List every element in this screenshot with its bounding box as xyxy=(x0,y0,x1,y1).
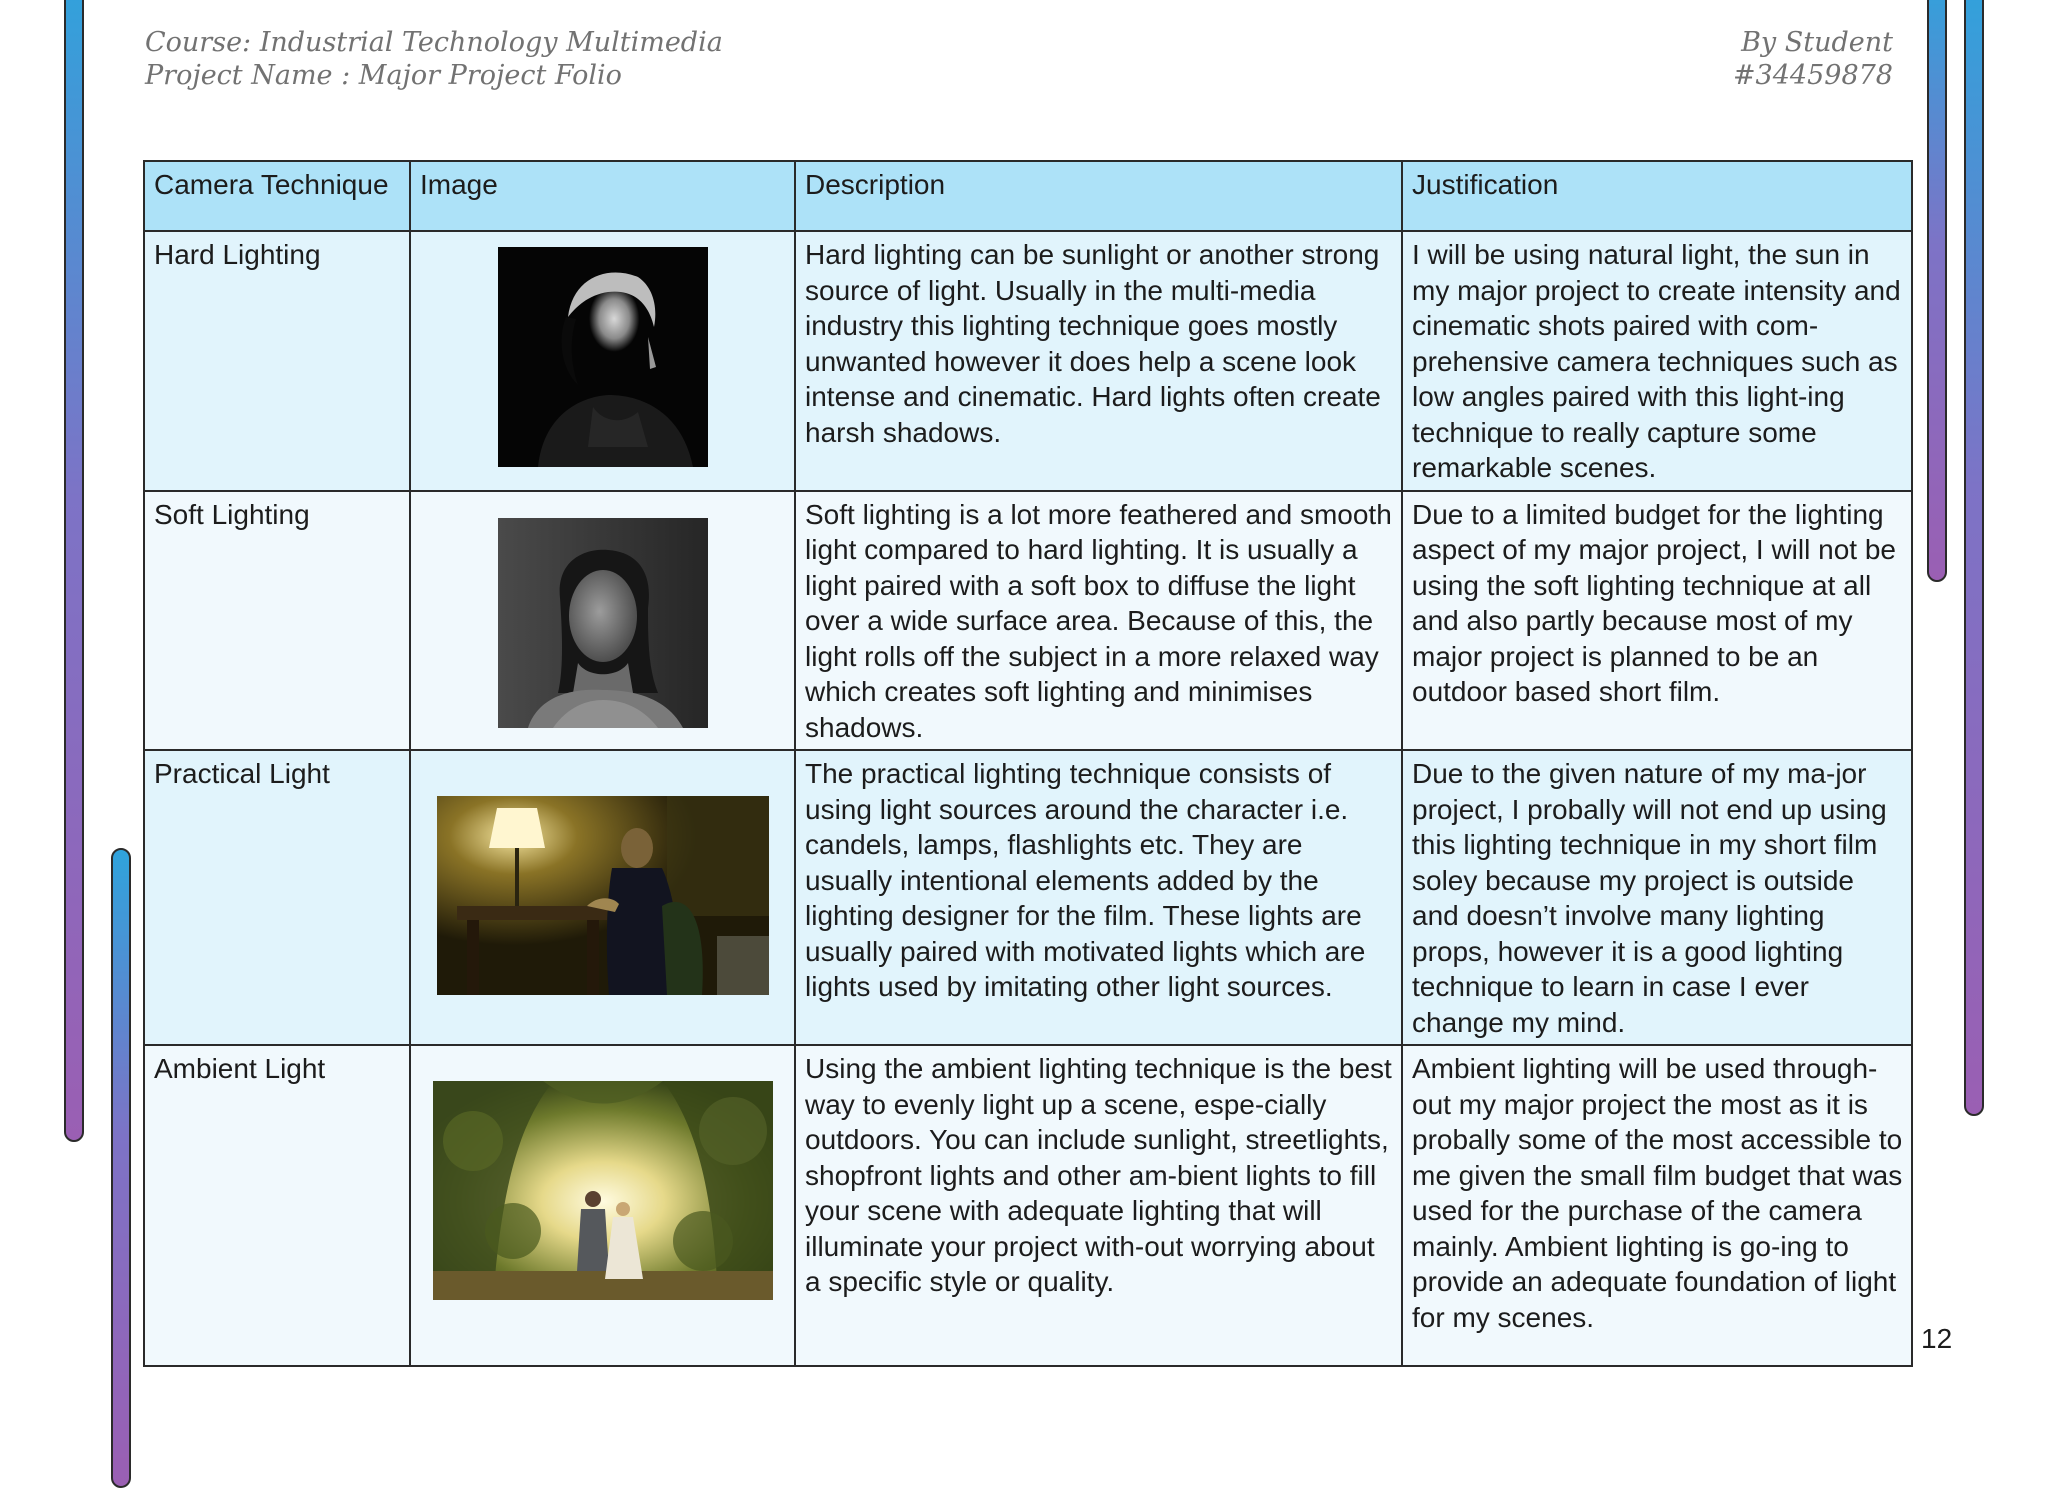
table-row xyxy=(144,750,1912,1045)
page-number: 12 xyxy=(1921,1323,1953,1354)
description-cell: Using the ambient lighting technique is the best way to evenly light up a scene, espe-cially outdoors. You can include sunlight, streetlights, shopfront lights and other am-bient lights to fill your scene with adequate lighting that will illuminate your project with-out worrying about a specific style or quality. xyxy=(795,1045,1402,1366)
table-row xyxy=(144,1045,1912,1366)
practical-light-photo xyxy=(437,796,769,995)
table-row xyxy=(144,491,1912,751)
image-cell xyxy=(410,750,795,1045)
table-row xyxy=(144,231,1912,491)
justification-cell: I will be using natural light, the sun in my major project to create intensity and cinematic shots paired with com-prehensive camera techniques such as low angles paired with this light-ing technique to really capture some remarkable scenes. xyxy=(1402,231,1912,491)
description-cell: Hard lighting can be sunlight or another strong source of light. Usually in the multi-media industry this lighting technique goes mostly unwanted however it does help a scene look intense and cinematic. Hard lights often create harsh shadows. xyxy=(795,231,1402,491)
description-cell: The practical lighting technique consists of using light sources around the character i.e. candels, lamps, flashlights etc. They are usually intentional elements added by the lighting designer for the film. These lights are usually paired with motivated lights which are lights used by imitating other light sources. xyxy=(795,750,1402,1045)
document-header-right xyxy=(1733,26,1893,92)
justification-cell: Due to the given nature of my ma-jor project, I probally will not end up using this lighting technique in my short film soley because my project is outside and doesn’t involve many lighting props, however it is a good lighting technique to learn in case I ever change my mind. xyxy=(1402,750,1912,1045)
camera-technique-table xyxy=(143,160,1913,1367)
image-cell xyxy=(410,1045,795,1366)
decorative-bar xyxy=(1964,0,1984,1116)
decorative-bar xyxy=(64,0,84,1142)
technique-cell: Hard Lighting xyxy=(144,231,410,491)
technique-cell: Soft Lighting xyxy=(144,491,410,751)
student-id-label: #34459878 xyxy=(1732,60,1893,91)
column-header: Image xyxy=(410,161,795,231)
soft-lighting-photo xyxy=(498,518,708,728)
technique-cell: Practical Light xyxy=(144,750,410,1045)
course-label: Course: Industrial Technology Multimedia xyxy=(145,27,723,58)
justification-cell: Ambient lighting will be used through-out my major project the most as it is probally some of the most accessible to me given the small film budget that was used for the purchase of the camera mainly. Ambient lighting is go-ing to provide an adequate foundation of light for my scenes. xyxy=(1402,1045,1912,1366)
column-header: Description xyxy=(795,161,1402,231)
document-header-left xyxy=(145,26,723,92)
image-cell xyxy=(410,491,795,751)
table-header-row xyxy=(144,161,1912,231)
column-header: Justification xyxy=(1402,161,1912,231)
image-cell xyxy=(410,231,795,491)
description-cell: Soft lighting is a lot more feathered and smooth light compared to hard lighting. It is usually a light paired with a soft box to diffuse the light over a wide surface area. Because of this, the light rolls off the subject in a more relaxed way which creates soft lighting and minimises shadows. xyxy=(795,491,1402,751)
justification-cell: Due to a limited budget for the lighting aspect of my major project, I will not be using the soft lighting technique at all and also partly because most of my major project is planned to be an outdoor based short film. xyxy=(1402,491,1912,751)
ambient-light-photo xyxy=(433,1081,773,1300)
decorative-bar xyxy=(1927,0,1947,582)
decorative-bar xyxy=(111,848,131,1488)
author-label: By Student xyxy=(1741,27,1893,58)
hard-lighting-photo xyxy=(498,247,708,467)
column-header: Camera Technique xyxy=(144,161,410,231)
project-name-label: Project Name : Major Project Folio xyxy=(145,60,622,91)
technique-cell: Ambient Light xyxy=(144,1045,410,1366)
